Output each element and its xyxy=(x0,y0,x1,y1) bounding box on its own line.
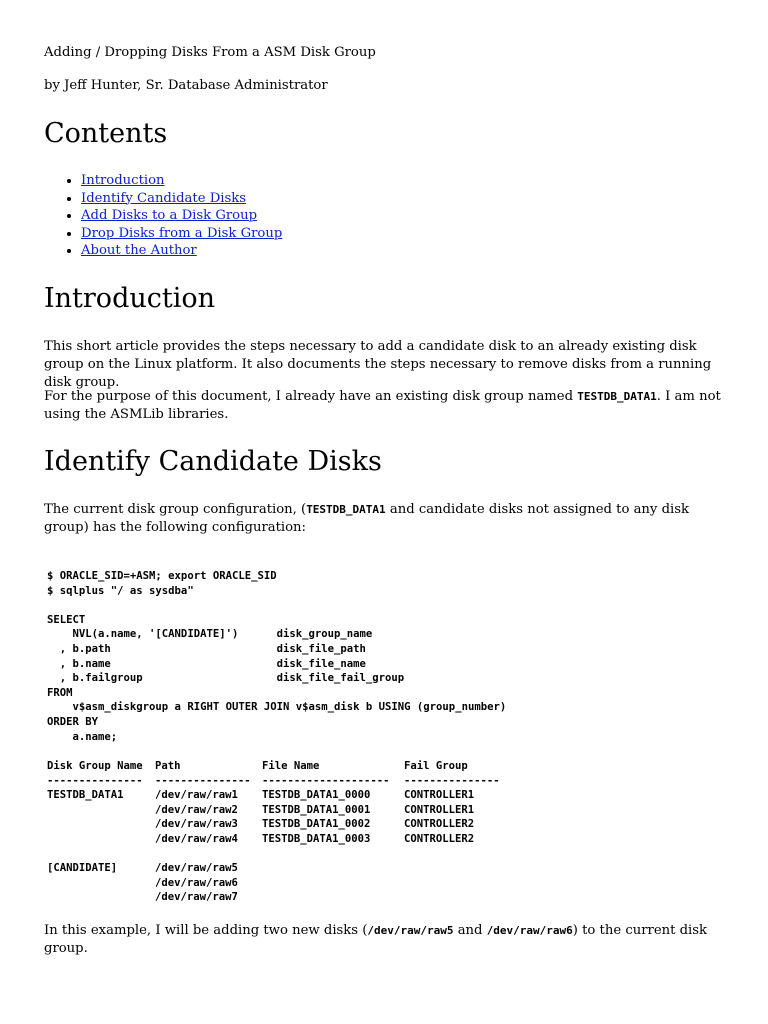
inline-code-diskgroup: TESTDB_DATA1 xyxy=(306,503,386,516)
cell-disk-group: [CANDIDATE] xyxy=(47,862,118,875)
table-row xyxy=(47,817,727,832)
cell-path: /dev/raw/raw7 xyxy=(155,891,238,904)
table-row xyxy=(47,803,727,818)
underline: --------------- xyxy=(155,774,251,787)
table-header-row xyxy=(47,759,727,774)
column-header-disk-group-name: Disk Group Name xyxy=(47,760,143,772)
column-header-path: Path xyxy=(155,760,181,772)
byline: by Jeff Hunter, Sr. Database Administrator xyxy=(44,78,328,93)
table-row xyxy=(47,832,727,847)
inline-code-diskgroup: TESTDB_DATA1 xyxy=(577,390,657,403)
table-row xyxy=(47,890,727,905)
toc-item xyxy=(81,172,282,190)
text-fragment: ) to the current disk group. xyxy=(44,923,708,956)
toc-link-identify-candidate-disks[interactable]: Identify Candidate Disks xyxy=(81,190,247,206)
column-header-fail-group: Fail Group xyxy=(404,760,468,772)
code-line: , b.failgroup disk_file_fail_group xyxy=(47,672,405,685)
toc-item xyxy=(81,190,282,208)
inline-code-raw5: /dev/raw/raw5 xyxy=(367,924,454,937)
cell-file-name: TESTDB_DATA1_0003 xyxy=(262,832,371,845)
code-line: SELECT xyxy=(47,613,86,626)
underline: -------------------- xyxy=(262,774,390,787)
text-fragment: and xyxy=(453,923,487,938)
underline: --------------- xyxy=(47,774,143,787)
toc-link-add-disks[interactable]: Add Disks to a Disk Group xyxy=(81,208,258,224)
code-line: a.name; xyxy=(47,730,118,743)
cell-file-name: TESTDB_DATA1_0000 xyxy=(262,789,371,802)
table-row xyxy=(47,788,727,803)
code-line: , b.name disk_file_name xyxy=(47,657,366,670)
code-line: NVL(a.name, '[CANDIDATE]') disk_group_name xyxy=(47,628,373,641)
cell-file-name: TESTDB_DATA1_0002 xyxy=(262,818,371,831)
cell-fail-group: CONTROLLER1 xyxy=(404,803,475,816)
table-header-underline xyxy=(47,774,727,789)
cell-file-name: TESTDB_DATA1_0001 xyxy=(262,803,371,816)
table-body xyxy=(47,788,727,905)
code-line: $ ORACLE_SID=+ASM; export ORACLE_SID xyxy=(47,570,277,582)
text-fragment: In this example, I will be adding two new disks ( xyxy=(44,923,368,938)
cell-path: /dev/raw/raw2 xyxy=(155,803,238,816)
cell-fail-group: CONTROLLER2 xyxy=(404,818,475,831)
column-header-file-name: File Name xyxy=(262,760,320,772)
identify-paragraph-2 xyxy=(44,922,724,958)
identify-paragraph-1 xyxy=(44,501,724,537)
toc-item xyxy=(81,242,282,260)
cell-path: /dev/raw/raw6 xyxy=(155,876,238,889)
toc-link-about-author[interactable]: About the Author xyxy=(81,243,197,259)
document-title: Adding / Dropping Disks From a ASM Disk Group xyxy=(44,45,376,60)
contents-heading: Contents xyxy=(44,118,168,149)
underline: --------------- xyxy=(404,774,500,787)
cell-disk-group: TESTDB_DATA1 xyxy=(47,789,124,802)
cell-fail-group: CONTROLLER1 xyxy=(404,789,475,802)
table-row xyxy=(47,861,727,876)
query-result-table xyxy=(47,759,727,905)
text-fragment: The current disk group configuration, ( xyxy=(44,502,307,517)
introduction-paragraph-2 xyxy=(44,388,724,424)
identify-heading: Identify Candidate Disks xyxy=(44,446,382,477)
introduction-paragraph-1: This short article provides the steps necessary to add a candidate disk to an already existing disk group on the Linux platform. It also documents the steps necessary to remove disks from a running disk group. xyxy=(44,339,712,390)
toc-link-drop-disks[interactable]: Drop Disks from a Disk Group xyxy=(81,225,283,241)
toc-link-introduction[interactable]: Introduction xyxy=(81,173,165,188)
code-line: , b.path disk_file_path xyxy=(47,642,366,655)
table-of-contents xyxy=(44,172,282,260)
text-fragment: For the purpose of this document, I already have an existing disk group named xyxy=(44,389,578,404)
cell-fail-group: CONTROLLER2 xyxy=(404,832,475,845)
table-row xyxy=(47,847,727,862)
cell-path: /dev/raw/raw5 xyxy=(155,862,238,875)
cell-path: /dev/raw/raw3 xyxy=(155,818,238,831)
inline-code-raw6: /dev/raw/raw6 xyxy=(486,924,573,937)
table-row xyxy=(47,876,727,891)
sql-code-block xyxy=(47,569,506,744)
cell-path: /dev/raw/raw4 xyxy=(155,832,238,845)
introduction-heading: Introduction xyxy=(44,283,215,314)
code-line: v$asm_diskgroup a RIGHT OUTER JOIN v$asm_disk b USING (group_number) xyxy=(47,701,507,714)
toc-item xyxy=(81,225,282,243)
cell-path: /dev/raw/raw1 xyxy=(155,789,238,802)
toc-item xyxy=(81,207,282,225)
code-line: FROM xyxy=(47,686,73,699)
text-fragment: . I am not using the ASMLib libraries. xyxy=(44,389,721,422)
text-fragment: and candidate disks not assigned to any disk group) has the following configuration: xyxy=(44,502,689,535)
code-line: $ sqlplus "/ as sysdba" xyxy=(47,584,194,597)
code-line: ORDER BY xyxy=(47,715,99,728)
